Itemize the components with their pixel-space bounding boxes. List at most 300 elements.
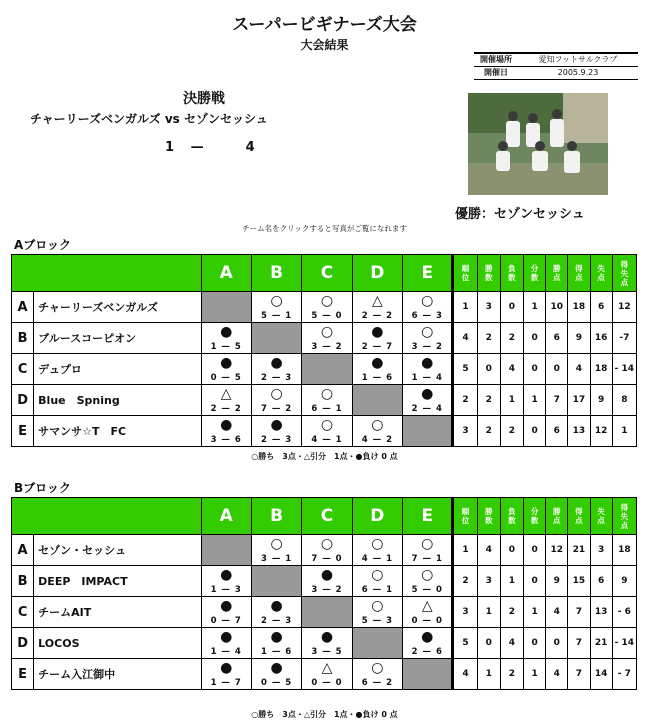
opponent-column-header: B	[251, 498, 301, 535]
stat-value: 4	[546, 597, 568, 628]
match-score: 0 — 5	[260, 678, 293, 688]
stat-value: 1	[477, 659, 500, 690]
loss-dot-icon: ●	[220, 355, 233, 371]
self-match-cell	[251, 566, 301, 597]
winner-team-photo	[468, 93, 608, 195]
page-title: スーパービギナーズ大会	[232, 15, 417, 35]
event-info	[474, 52, 638, 80]
stat-column-header	[500, 255, 523, 292]
match-score: 4 — 1	[361, 554, 393, 564]
win-circle-icon: ○	[320, 293, 334, 309]
stat-value: - 6	[612, 597, 636, 628]
match-result-cell	[403, 354, 453, 385]
match-result-cell	[352, 354, 402, 385]
stat-value: 21	[568, 535, 590, 566]
stat-header-label: 失点	[597, 264, 605, 282]
match-result-cell	[251, 292, 301, 323]
match-result-cell	[201, 323, 251, 354]
stat-column-header	[523, 255, 545, 292]
stat-value: 21	[590, 628, 612, 659]
block-a-table	[11, 254, 637, 447]
win-circle-icon: ○	[371, 567, 384, 583]
stat-value: 10	[546, 292, 568, 323]
match-score: 5 — 3	[361, 616, 393, 626]
match-score: 1 — 6	[361, 373, 393, 383]
match-score: 2 — 3	[260, 435, 293, 445]
row-key: B	[12, 323, 34, 354]
team-name-link[interactable]: デュプロ	[34, 354, 201, 385]
block-b-title: Bブロック	[14, 481, 71, 495]
match-result-cell	[302, 659, 352, 690]
match-result-cell	[352, 597, 402, 628]
match-result-cell	[302, 292, 352, 323]
loss-dot-icon: ●	[270, 417, 283, 433]
stat-value: 18	[590, 354, 612, 385]
stat-value: 18	[568, 292, 590, 323]
match-score: 2 — 6	[411, 647, 443, 657]
self-match-cell	[352, 628, 402, 659]
match-result-cell	[251, 535, 301, 566]
stat-header-label: 順位	[461, 507, 470, 525]
row-key: A	[12, 292, 34, 323]
match-result-cell	[251, 354, 301, 385]
stat-value: 2	[500, 597, 523, 628]
stat-value: 14	[590, 659, 612, 690]
match-score: 0 — 5	[210, 373, 242, 383]
stat-value: 0	[523, 323, 545, 354]
team-name-link[interactable]: DEEP IMPACT	[34, 566, 201, 597]
match-score: 4 — 2	[361, 435, 393, 445]
match-score: 5 — 0	[311, 311, 343, 321]
stat-value: 4	[500, 628, 523, 659]
match-score: 5 — 1	[260, 311, 293, 321]
opponent-column-header: B	[251, 255, 301, 292]
loss-dot-icon: ●	[220, 660, 233, 676]
stat-header-label: 順位	[461, 264, 470, 282]
match-score: 1 — 5	[210, 342, 242, 352]
win-circle-icon: ○	[270, 536, 283, 552]
stat-column-header	[590, 255, 612, 292]
team-photo-image	[468, 93, 608, 195]
stat-value: 0	[500, 292, 523, 323]
team-name-link[interactable]: ブルースコーピオン	[34, 323, 201, 354]
match-result-cell	[201, 659, 251, 690]
final-label: 決勝戦	[183, 91, 225, 107]
loss-dot-icon: ●	[270, 598, 283, 614]
stat-header-label: 勝数	[484, 264, 493, 282]
stat-value: 0	[523, 628, 545, 659]
match-result-cell	[352, 535, 402, 566]
final-score-right: 4	[245, 140, 256, 155]
stat-value: 7	[568, 597, 590, 628]
match-result-cell	[201, 416, 251, 447]
stat-value: 12	[590, 416, 612, 447]
match-result-cell	[201, 597, 251, 628]
match-result-cell	[201, 354, 251, 385]
stat-value: 2	[500, 416, 523, 447]
stat-header-label: 得点	[575, 264, 583, 282]
stat-value: 13	[568, 416, 590, 447]
stat-header-label: 分数	[530, 264, 539, 282]
match-score: 2 — 2	[361, 311, 393, 321]
match-score: 2 — 7	[361, 342, 393, 352]
stat-value: 1	[523, 659, 545, 690]
loss-dot-icon: ●	[270, 629, 283, 645]
stat-value: 5	[453, 628, 477, 659]
venue-label: 開催場所	[480, 55, 512, 64]
match-score: 0 — 0	[311, 678, 343, 688]
stat-value: 0	[546, 628, 568, 659]
stat-value: 0	[523, 535, 545, 566]
stat-value: 2	[477, 323, 500, 354]
opponent-column-header: D	[352, 498, 402, 535]
stat-column-header	[453, 498, 477, 535]
date-label: 開催日	[484, 68, 508, 77]
venue-value: 愛知フットサルクラブ	[538, 55, 618, 64]
match-result-cell	[302, 535, 352, 566]
row-key: B	[12, 566, 34, 597]
win-circle-icon: ○	[320, 386, 334, 402]
photo-hint: チーム名をクリックすると写真がご覧になれます	[242, 224, 407, 233]
team-name-link[interactable]: Blue Spning	[34, 385, 201, 416]
match-result-cell	[403, 628, 453, 659]
team-row	[12, 597, 637, 628]
win-circle-icon: ○	[371, 536, 384, 552]
win-circle-icon: ○	[371, 417, 384, 433]
opponent-column-header: C	[302, 255, 352, 292]
match-score: 3 — 2	[311, 585, 343, 595]
match-score: 0 — 0	[411, 616, 443, 626]
stat-value: 7	[568, 628, 590, 659]
team-row	[12, 354, 637, 385]
team-row	[12, 659, 637, 690]
stat-value: 6	[546, 416, 568, 447]
match-score: 6 — 1	[311, 404, 343, 414]
stat-value: 17	[568, 385, 590, 416]
winner-label: 優勝：セゾンセッシュ	[455, 207, 585, 222]
loss-dot-icon: ●	[320, 567, 334, 583]
match-score: 4 — 1	[311, 435, 343, 445]
page-subtitle: 大会結果	[300, 38, 349, 52]
opponent-column-header: D	[352, 255, 402, 292]
match-result-cell	[403, 385, 453, 416]
stat-value: 2	[477, 416, 500, 447]
self-match-cell	[403, 416, 453, 447]
team-row	[12, 385, 637, 416]
stat-value: 2	[477, 385, 500, 416]
match-score: 1 — 7	[210, 678, 242, 688]
win-circle-icon: ○	[270, 386, 283, 402]
stat-value: 7	[568, 659, 590, 690]
stat-column-header	[568, 255, 590, 292]
stat-value: 9	[568, 323, 590, 354]
match-result-cell	[403, 597, 453, 628]
stat-column-header	[546, 498, 568, 535]
stat-column-header	[477, 498, 500, 535]
match-result-cell	[302, 628, 352, 659]
match-score: 3 — 2	[411, 342, 443, 352]
stat-column-header	[500, 498, 523, 535]
loss-dot-icon: ●	[320, 629, 334, 645]
match-score: 1 — 4	[210, 647, 242, 657]
stat-value: 1	[523, 292, 545, 323]
match-result-cell	[251, 628, 301, 659]
match-result-cell	[403, 323, 453, 354]
team-name-link[interactable]: チャーリーズベンガルズ	[34, 292, 201, 323]
match-score: 3 — 6	[210, 435, 242, 445]
stat-value: 0	[523, 416, 545, 447]
team-name-link[interactable]: サマンサ☆T FC	[34, 416, 201, 447]
stat-value: 2	[453, 385, 477, 416]
match-result-cell	[201, 628, 251, 659]
stat-column-header	[453, 255, 477, 292]
opponent-column-header: A	[201, 255, 251, 292]
loss-dot-icon: ●	[220, 567, 233, 583]
win-circle-icon: ○	[421, 567, 434, 583]
row-key: E	[12, 416, 34, 447]
stat-column-header	[523, 498, 545, 535]
block-b-legend: ○勝ち 3点・△引分 1点・●負け 0 点	[251, 710, 398, 719]
match-score: 2 — 3	[260, 373, 293, 383]
opponent-column-header: A	[201, 498, 251, 535]
match-score: 0 — 7	[210, 616, 242, 626]
draw-triangle-icon: △	[421, 598, 433, 614]
match-score: 5 — 0	[411, 585, 443, 595]
self-match-cell	[403, 659, 453, 690]
stat-value: 4	[453, 323, 477, 354]
stat-header-label: 勝数	[484, 507, 493, 525]
stat-value: 13	[590, 597, 612, 628]
match-score: 1 — 4	[411, 373, 443, 383]
match-result-cell	[403, 292, 453, 323]
stat-value: 12	[612, 292, 636, 323]
block-a-legend: ○勝ち 3点・△引分 1点・●負け 0 点	[251, 452, 398, 461]
stat-header-label: 失点	[597, 507, 605, 525]
loss-dot-icon: ●	[220, 598, 233, 614]
match-result-cell	[352, 292, 402, 323]
match-score: 6 — 3	[411, 311, 443, 321]
loss-dot-icon: ●	[421, 629, 434, 645]
self-match-cell	[201, 535, 251, 566]
block-b-table	[11, 497, 637, 690]
loss-dot-icon: ●	[270, 660, 283, 676]
opponent-column-header: E	[403, 498, 453, 535]
stat-value: 0	[500, 535, 523, 566]
venue-row	[474, 52, 638, 67]
team-row	[12, 628, 637, 659]
win-circle-icon: ○	[421, 324, 434, 340]
stat-header-label: 勝点	[552, 507, 561, 525]
stat-value: 8	[612, 385, 636, 416]
header-blank	[12, 255, 202, 292]
block-a-title: Aブロック	[14, 238, 72, 252]
stat-value: 1	[523, 597, 545, 628]
loss-dot-icon: ●	[270, 355, 283, 371]
stat-value: 1	[453, 292, 477, 323]
row-key: D	[12, 385, 34, 416]
stat-value: 4	[453, 659, 477, 690]
row-key: C	[12, 354, 34, 385]
match-result-cell	[201, 566, 251, 597]
team-name-link[interactable]: チーム入江御中	[34, 659, 201, 690]
stat-value: 1	[612, 416, 636, 447]
team-name-link[interactable]: チームAIT	[34, 597, 201, 628]
match-score: 6 — 2	[361, 678, 393, 688]
stat-value: 15	[568, 566, 590, 597]
team-row	[12, 323, 637, 354]
stat-value: 1	[453, 535, 477, 566]
stat-value: 0	[523, 566, 545, 597]
match-result-cell	[302, 323, 352, 354]
final-score-left: 1	[165, 140, 176, 155]
stat-value: 4	[568, 354, 590, 385]
match-result-cell	[201, 385, 251, 416]
team-row	[12, 535, 637, 566]
table-header-row	[12, 498, 637, 535]
loss-dot-icon: ●	[220, 324, 233, 340]
stat-value: 3	[477, 292, 500, 323]
match-score: 7 — 0	[311, 554, 343, 564]
stat-value: 1	[523, 385, 545, 416]
stat-value: 4	[500, 354, 523, 385]
stat-value: 1	[477, 597, 500, 628]
match-result-cell	[403, 535, 453, 566]
self-match-cell	[201, 292, 251, 323]
stat-value: 4	[477, 535, 500, 566]
team-row	[12, 566, 637, 597]
match-result-cell	[251, 416, 301, 447]
stat-header-label: 勝点	[552, 264, 561, 282]
team-name-link[interactable]: LOCOS	[34, 628, 201, 659]
stat-value: 4	[546, 659, 568, 690]
match-result-cell	[352, 659, 402, 690]
stat-value: 9	[590, 385, 612, 416]
stat-value: 16	[590, 323, 612, 354]
win-circle-icon: ○	[421, 293, 434, 309]
opponent-column-header: C	[302, 498, 352, 535]
match-result-cell	[251, 659, 301, 690]
stat-value: 18	[612, 535, 636, 566]
match-score: 3 — 2	[311, 342, 343, 352]
self-match-cell	[251, 323, 301, 354]
loss-dot-icon: ●	[421, 355, 434, 371]
draw-triangle-icon: △	[220, 386, 232, 402]
stat-column-header	[568, 498, 590, 535]
stat-value: 5	[453, 354, 477, 385]
self-match-cell	[302, 597, 352, 628]
final-score-dash: —	[190, 140, 205, 155]
match-result-cell	[302, 566, 352, 597]
match-result-cell	[352, 416, 402, 447]
stat-value: 6	[546, 323, 568, 354]
match-result-cell	[352, 323, 402, 354]
header-blank	[12, 498, 202, 535]
match-result-cell	[302, 385, 352, 416]
match-result-cell	[251, 597, 301, 628]
stat-column-header	[546, 255, 568, 292]
win-circle-icon: ○	[270, 293, 283, 309]
table-header-row	[12, 255, 637, 292]
win-circle-icon: ○	[371, 660, 384, 676]
self-match-cell	[302, 354, 352, 385]
match-score: 2 — 4	[411, 404, 443, 414]
self-match-cell	[352, 385, 402, 416]
stat-value: 7	[546, 385, 568, 416]
date-value: 2005.9.23	[557, 68, 599, 77]
stat-value: 6	[590, 292, 612, 323]
row-key: A	[12, 535, 34, 566]
stat-value: 3	[453, 416, 477, 447]
match-score: 1 — 6	[260, 647, 293, 657]
stat-value: 0	[546, 354, 568, 385]
win-circle-icon: ○	[320, 417, 334, 433]
stat-value: 1	[500, 566, 523, 597]
stat-column-header	[477, 255, 500, 292]
match-score: 6 — 1	[361, 585, 393, 595]
stat-value: 0	[477, 354, 500, 385]
match-result-cell	[352, 566, 402, 597]
stat-column-header	[612, 255, 636, 292]
stat-value: 2	[453, 566, 477, 597]
stat-value: 3	[453, 597, 477, 628]
stat-header-label: 負数	[508, 507, 516, 525]
stat-value: 0	[523, 354, 545, 385]
row-key: C	[12, 597, 34, 628]
team-name-link[interactable]: セゾン・セッシュ	[34, 535, 201, 566]
stat-value: - 14	[612, 628, 636, 659]
stat-header-label: 得失点	[620, 259, 629, 287]
win-circle-icon: ○	[320, 536, 334, 552]
match-score: 2 — 2	[210, 404, 242, 414]
stat-value: -7	[612, 323, 636, 354]
stat-value: - 7	[612, 659, 636, 690]
stat-header-label: 負数	[508, 264, 516, 282]
final-teams: チャーリーズベンガルズ vs セゾンセッシュ	[30, 112, 268, 126]
stat-column-header	[590, 498, 612, 535]
team-row	[12, 416, 637, 447]
stat-value: 3	[590, 535, 612, 566]
stat-value: - 14	[612, 354, 636, 385]
draw-triangle-icon: △	[321, 660, 333, 676]
stat-value: 1	[500, 385, 523, 416]
date-row	[474, 67, 638, 80]
stat-value: 2	[500, 323, 523, 354]
stat-header-label: 得点	[575, 507, 583, 525]
match-score: 2 — 3	[260, 616, 293, 626]
stat-value: 0	[477, 628, 500, 659]
loss-dot-icon: ●	[371, 355, 384, 371]
match-score: 1 — 3	[210, 585, 242, 595]
match-result-cell	[251, 385, 301, 416]
stat-value: 9	[612, 566, 636, 597]
draw-triangle-icon: △	[371, 293, 383, 309]
stat-value: 12	[546, 535, 568, 566]
match-score: 3 — 5	[311, 647, 343, 657]
loss-dot-icon: ●	[371, 324, 384, 340]
win-circle-icon: ○	[371, 598, 384, 614]
stat-value: 3	[477, 566, 500, 597]
match-score: 7 — 2	[260, 404, 293, 414]
match-result-cell	[403, 566, 453, 597]
stat-value: 6	[590, 566, 612, 597]
loss-dot-icon: ●	[220, 629, 233, 645]
match-result-cell	[302, 416, 352, 447]
win-circle-icon: ○	[421, 536, 434, 552]
match-score: 7 — 1	[411, 554, 443, 564]
stat-header-label: 分数	[530, 507, 539, 525]
loss-dot-icon: ●	[421, 386, 434, 402]
team-row	[12, 292, 637, 323]
